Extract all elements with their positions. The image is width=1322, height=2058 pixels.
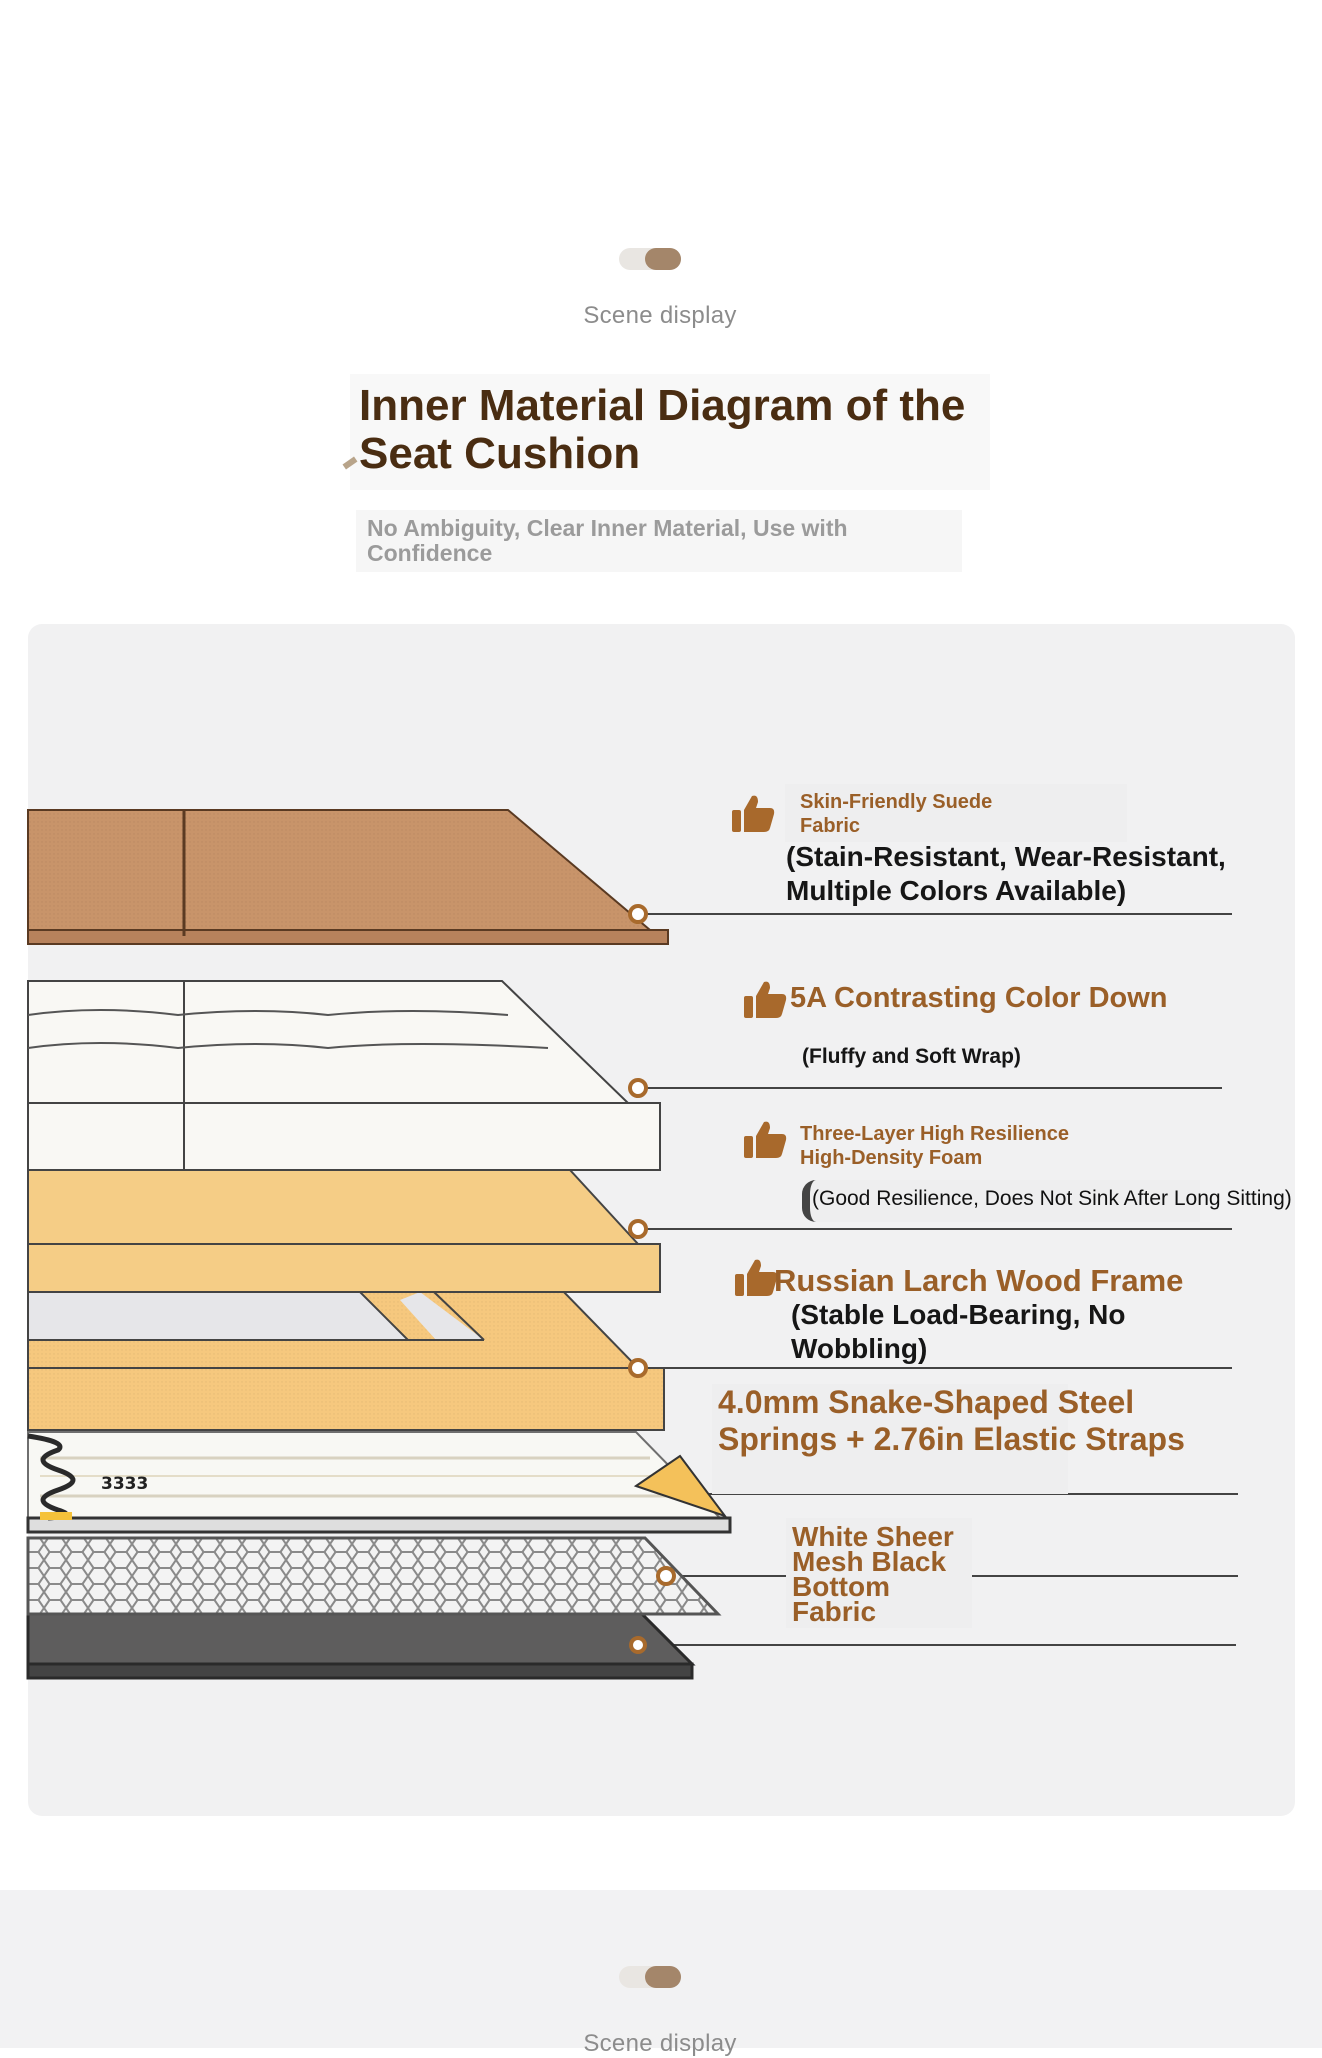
layer-5-name: 4.0mm Snake-Shaped Steel Springs + 2.76in Elastic Straps (718, 1384, 1185, 1457)
layer-2-note: (Fluffy and Soft Wrap) (802, 1045, 1021, 1068)
layer-4-note: (Stable Load-Bearing, No Wobbling) (791, 1299, 1126, 1364)
anchor-dot-down (630, 1080, 646, 1096)
thumbs-up-icon (742, 978, 788, 1025)
anchor-dot-wood (630, 1360, 646, 1376)
layer-2-name: 5A Contrasting Color Down (790, 982, 1168, 1014)
thumbs-up-icon (733, 1256, 779, 1303)
layer-mesh (28, 1538, 718, 1614)
layer-4-name: Russian Larch Wood Frame (774, 1263, 1184, 1298)
layer-1-note: (Stain-Resistant, Wear-Resistant, Multiple Colors Available) (786, 841, 1226, 906)
layer-wood-frame (28, 1288, 664, 1430)
layer-bottom-fabric (28, 1612, 692, 1678)
layer-suede (28, 810, 668, 944)
thumbs-up-icon (742, 1118, 788, 1165)
layer-3-note: (Good Resilience, Does Not Sink After Long Sitting) (812, 1187, 1292, 1210)
anchor-dot-bottom (631, 1638, 645, 1652)
anchor-dot-suede (630, 906, 646, 922)
thumbs-up-icon (730, 792, 776, 839)
page-subtitle: No Ambiguity, Clear Inner Material, Use with Confidence (367, 515, 848, 566)
scene-display-label: Scene display (583, 302, 737, 329)
layer-6-name: White Sheer Mesh Black Bottom Fabric (792, 1521, 954, 1627)
layer-1-name: Skin-Friendly Suede Fabric (800, 791, 993, 837)
layer-down (28, 981, 660, 1170)
page-title: Inner Material Diagram of the Seat Cushion (359, 381, 966, 478)
footer-scene-display-label: Scene display (583, 2030, 737, 2057)
layer-foam (28, 1170, 660, 1292)
toggle-knob (645, 1966, 681, 1988)
anchor-dot-foam (630, 1221, 646, 1237)
layer-3-name: Three-Layer High Resilience High-Density Foam (800, 1123, 1069, 1169)
toggle-icon (619, 1966, 681, 1988)
spring-mark-text: 3333 (101, 1474, 149, 1494)
anchor-dot-mesh (658, 1568, 674, 1584)
